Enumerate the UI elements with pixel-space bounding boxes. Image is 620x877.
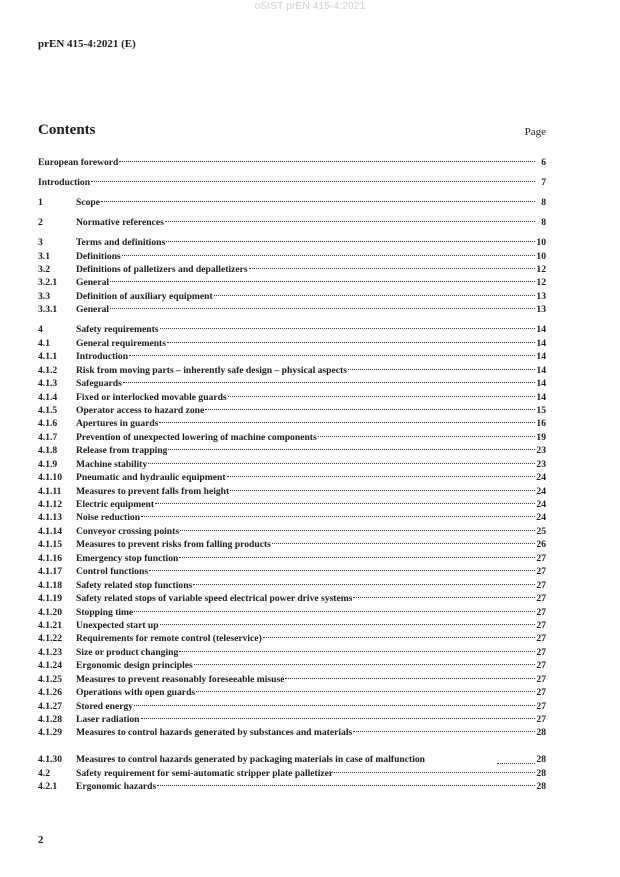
toc-entry[interactable] bbox=[38, 323, 546, 336]
toc-entry-page: 27 bbox=[536, 579, 546, 591]
toc-entry-page: 27 bbox=[536, 606, 546, 618]
toc-entry[interactable] bbox=[38, 767, 546, 780]
toc-entry-title: Electric equipment bbox=[76, 499, 155, 511]
toc-entry[interactable] bbox=[38, 377, 546, 390]
toc-entry-title: Noise reduction bbox=[76, 512, 141, 524]
toc-entry-number: 4.1.19 bbox=[38, 593, 62, 605]
toc-entry-title: Machine stability bbox=[76, 458, 148, 470]
toc-dot-leader bbox=[179, 650, 535, 652]
toc-entry-title: Risk from moving parts – inherently safe design – physical aspects bbox=[76, 364, 347, 376]
toc-entry-title: Measures to prevent reasonably foreseeable misuse bbox=[76, 673, 285, 685]
toc-entry-page: 14 bbox=[536, 351, 546, 363]
toc-entry-number: 4.1.30 bbox=[38, 754, 62, 766]
toc-entry-title: Definitions of palletizers and depalletizers bbox=[76, 264, 248, 275]
toc-entry-title: Ergonomic design principles bbox=[76, 660, 193, 672]
toc-entry[interactable] bbox=[38, 250, 546, 263]
toc-dot-leader bbox=[134, 704, 535, 706]
toc-dot-leader bbox=[168, 448, 535, 450]
toc-entry-number: 4.1.18 bbox=[38, 579, 62, 591]
toc-dot-leader bbox=[148, 462, 535, 464]
toc-entry[interactable] bbox=[38, 632, 546, 645]
toc-entry-number: 4.1.28 bbox=[38, 714, 62, 726]
toc-entry-number: 4.1.6 bbox=[38, 418, 58, 430]
toc-dot-leader bbox=[196, 690, 535, 692]
toc-dot-leader bbox=[180, 529, 535, 531]
toc-dot-leader bbox=[263, 636, 535, 638]
toc-dot-leader bbox=[334, 771, 535, 773]
toc-entry-page: 25 bbox=[536, 525, 546, 537]
toc-entry-number: 4.1.8 bbox=[38, 445, 58, 457]
toc-dot-leader bbox=[166, 240, 535, 242]
toc-dot-leader bbox=[160, 623, 535, 625]
toc-dot-leader bbox=[353, 596, 535, 598]
toc-dot-leader bbox=[230, 489, 535, 491]
toc-entry[interactable] bbox=[38, 431, 546, 444]
toc-entry-number: 4.1.13 bbox=[38, 512, 62, 524]
toc-entry-title: General bbox=[76, 277, 110, 289]
toc-entry-title: Safety related stops of variable speed electrical power drive systems bbox=[76, 593, 353, 605]
toc-dot-leader bbox=[194, 663, 535, 665]
toc-entry-page: 10 bbox=[536, 237, 546, 249]
page-title: Contents bbox=[38, 122, 96, 138]
toc-entry-page: 14 bbox=[536, 391, 546, 403]
toc-entry-number: 4.1.21 bbox=[38, 619, 62, 631]
toc-entry[interactable] bbox=[38, 263, 546, 276]
toc-entry-number: 4.1.27 bbox=[38, 700, 62, 712]
toc-entry-title: Unexpected start up bbox=[76, 619, 159, 631]
toc-dot-leader bbox=[157, 784, 535, 786]
toc-entry-number: 3.3.1 bbox=[38, 304, 58, 316]
toc-entry[interactable] bbox=[38, 458, 546, 471]
toc-entry-number: 3.1 bbox=[38, 250, 50, 262]
toc-entry-number: 4.2.1 bbox=[38, 781, 58, 793]
toc-dot-leader bbox=[193, 583, 535, 585]
toc-entry-page: 14 bbox=[536, 364, 546, 376]
toc-entry-page: 16 bbox=[536, 418, 546, 430]
toc-dot-leader bbox=[122, 254, 535, 256]
toc-entry-title: Size or product changing bbox=[76, 646, 179, 658]
toc-entry-page: 28 bbox=[536, 727, 546, 739]
toc-entry-page: 13 bbox=[536, 290, 546, 302]
toc-dot-leader bbox=[272, 542, 535, 544]
toc-dot-leader bbox=[155, 502, 535, 504]
toc-entry-number: 2 bbox=[38, 217, 43, 229]
toc-entry-page: 27 bbox=[536, 566, 546, 578]
toc-entry[interactable] bbox=[38, 236, 546, 249]
toc-dot-leader bbox=[123, 381, 535, 383]
toc-entry-page: 26 bbox=[536, 539, 546, 551]
toc-entry-title: Emergency stop function bbox=[76, 552, 179, 564]
toc-entry[interactable] bbox=[38, 364, 546, 377]
toc-entry-page: 6 bbox=[541, 157, 546, 168]
table-of-contents bbox=[38, 156, 546, 794]
toc-entry-number: 3.2 bbox=[38, 264, 50, 275]
toc-dot-leader bbox=[497, 762, 535, 764]
toc-entry-title: Requirements for remote control (teleservice) bbox=[76, 633, 262, 645]
toc-entry-title: Safeguards bbox=[76, 378, 122, 390]
toc-entry-title: Apertures in guards bbox=[76, 418, 159, 430]
toc-entry[interactable] bbox=[38, 673, 546, 686]
toc-dot-leader bbox=[167, 341, 535, 343]
toc-entry-number: 4.1.16 bbox=[38, 552, 62, 564]
toc-entry[interactable] bbox=[38, 471, 546, 484]
toc-entry-number: 3.2.1 bbox=[38, 277, 58, 289]
toc-dot-leader bbox=[134, 610, 535, 612]
toc-entry-title: Stored energy bbox=[76, 700, 134, 712]
toc-entry-page: 27 bbox=[536, 673, 546, 685]
toc-entry-page: 12 bbox=[536, 264, 546, 275]
toc-dot-leader bbox=[179, 556, 535, 558]
toc-entry-number: 4.1.26 bbox=[38, 687, 62, 699]
toc-entry-title: Laser radiation bbox=[76, 714, 140, 726]
toc-entry[interactable] bbox=[38, 552, 546, 565]
toc-dot-leader bbox=[353, 730, 535, 732]
toc-entry[interactable] bbox=[38, 740, 546, 767]
toc-entry[interactable] bbox=[38, 713, 546, 726]
toc-entry[interactable] bbox=[38, 579, 546, 592]
toc-entry-title: Conveyor crossing points bbox=[76, 525, 180, 537]
toc-entry-page: 28 bbox=[536, 754, 546, 766]
toc-entry[interactable] bbox=[38, 176, 546, 189]
toc-entry-title: European foreword bbox=[38, 157, 119, 168]
toc-entry-page: 19 bbox=[536, 431, 546, 443]
toc-entry[interactable] bbox=[38, 659, 546, 672]
toc-entry-page: 14 bbox=[536, 337, 546, 349]
toc-dot-leader bbox=[110, 280, 535, 282]
toc-entry[interactable] bbox=[38, 565, 546, 578]
toc-entry[interactable] bbox=[38, 538, 546, 551]
toc-entry-number: 4.1.11 bbox=[38, 485, 62, 497]
toc-dot-leader bbox=[249, 267, 535, 269]
toc-entry-page: 27 bbox=[536, 660, 546, 672]
toc-entry-title: Stopping time bbox=[76, 606, 134, 618]
toc-dot-leader bbox=[160, 327, 535, 329]
toc-dot-leader bbox=[285, 677, 535, 679]
toc-entry-page: 27 bbox=[536, 687, 546, 699]
toc-dot-leader bbox=[227, 475, 535, 477]
toc-entry-number: 4.1.4 bbox=[38, 391, 58, 403]
toc-entry[interactable] bbox=[38, 498, 546, 511]
toc-entry-number: 4.1.3 bbox=[38, 378, 58, 390]
toc-entry[interactable] bbox=[38, 337, 546, 350]
toc-entry[interactable] bbox=[38, 686, 546, 699]
toc-entry-page: 12 bbox=[536, 277, 546, 289]
toc-entry-title: Pneumatic and hydraulic equipment bbox=[76, 472, 226, 484]
toc-entry-page: 27 bbox=[536, 714, 546, 726]
toc-dot-leader bbox=[119, 160, 535, 162]
toc-entry-number: 4.1.20 bbox=[38, 606, 62, 618]
toc-entry[interactable] bbox=[38, 391, 546, 404]
toc-entry-page: 27 bbox=[536, 646, 546, 658]
toc-entry-title: Control functions bbox=[76, 566, 149, 578]
toc-entry[interactable] bbox=[38, 485, 546, 498]
toc-entry[interactable] bbox=[38, 511, 546, 524]
toc-dot-leader bbox=[149, 569, 535, 571]
toc-entry[interactable] bbox=[38, 726, 546, 739]
toc-dot-leader bbox=[318, 435, 535, 437]
toc-entry-page: 24 bbox=[536, 485, 546, 497]
page-column-label: Page bbox=[524, 126, 546, 138]
toc-entry[interactable] bbox=[38, 592, 546, 605]
toc-entry[interactable] bbox=[38, 404, 546, 417]
toc-entry-title: Fixed or interlocked movable guards bbox=[76, 391, 227, 403]
toc-entry-number: 4 bbox=[38, 324, 43, 336]
toc-entry-number: 3.3 bbox=[38, 290, 50, 302]
toc-entry-number: 4.1.5 bbox=[38, 404, 58, 416]
toc-dot-leader bbox=[214, 294, 535, 296]
toc-entry-title: Normative references bbox=[76, 217, 164, 229]
toc-entry[interactable] bbox=[38, 619, 546, 632]
toc-dot-leader bbox=[141, 717, 535, 719]
toc-entry-page: 28 bbox=[536, 781, 546, 793]
toc-entry-title: Definitions bbox=[76, 250, 121, 262]
toc-entry-title: General requirements bbox=[76, 337, 166, 349]
toc-dot-leader bbox=[110, 307, 535, 309]
toc-entry[interactable] bbox=[38, 156, 546, 169]
toc-entry-title: Operations with open guards bbox=[76, 687, 196, 699]
toc-entry-title: Ergonomic hazards bbox=[76, 781, 157, 793]
toc-entry-page: 27 bbox=[536, 700, 546, 712]
toc-entry-title: Prevention of unexpected lowering of machine components bbox=[76, 431, 317, 443]
toc-entry-number: 4.1.7 bbox=[38, 431, 58, 443]
toc-entry-page: 7 bbox=[541, 177, 546, 189]
toc-entry-title: Safety related stop functions bbox=[76, 579, 193, 591]
toc-dot-leader bbox=[348, 368, 535, 370]
toc-entry-page: 8 bbox=[541, 217, 546, 229]
page-number: 2 bbox=[38, 834, 44, 846]
toc-entry[interactable] bbox=[38, 276, 546, 289]
toc-dot-leader bbox=[91, 180, 535, 182]
toc-entry-title: Measures to prevent risks from falling products bbox=[76, 539, 271, 551]
toc-entry-page: 14 bbox=[536, 324, 546, 336]
toc-entry-page: 23 bbox=[536, 445, 546, 457]
toc-entry-page: 10 bbox=[536, 250, 546, 262]
toc-entry-title: Terms and definitions bbox=[76, 237, 166, 249]
toc-entry-number: 4.1.15 bbox=[38, 539, 62, 551]
toc-entry[interactable] bbox=[38, 303, 546, 316]
toc-entry-title: Safety requirements bbox=[76, 324, 159, 336]
watermark: oSIST prEN 415-4:2021 bbox=[254, 1, 366, 12]
toc-entry-page: 24 bbox=[536, 472, 546, 484]
toc-entry-page: 27 bbox=[536, 633, 546, 645]
toc-dot-leader bbox=[228, 395, 535, 397]
toc-entry-number: 4.1.22 bbox=[38, 633, 62, 645]
toc-entry[interactable] bbox=[38, 525, 546, 538]
toc-entry-page: 28 bbox=[536, 767, 546, 779]
toc-entry-page: 23 bbox=[536, 458, 546, 470]
toc-entry-title: Release from trapping bbox=[76, 445, 168, 457]
toc-entry[interactable] bbox=[38, 780, 546, 793]
toc-entry-page: 27 bbox=[536, 593, 546, 605]
toc-entry[interactable] bbox=[38, 606, 546, 619]
toc-entry[interactable] bbox=[38, 646, 546, 659]
toc-entry-number: 4.1.12 bbox=[38, 499, 62, 511]
toc-entry-page: 24 bbox=[536, 512, 546, 524]
toc-entry-page: 8 bbox=[541, 197, 546, 209]
toc-entry-number: 3 bbox=[38, 237, 43, 249]
toc-dot-leader bbox=[101, 200, 535, 202]
toc-entry-title: General bbox=[76, 304, 110, 316]
toc-entry-number: 4.1.17 bbox=[38, 566, 62, 578]
toc-entry-title: Definition of auxiliary equipment bbox=[76, 290, 213, 302]
toc-entry[interactable] bbox=[38, 216, 546, 229]
toc-entry-number: 4.2 bbox=[38, 767, 50, 779]
toc-entry[interactable] bbox=[38, 700, 546, 713]
toc-dot-leader bbox=[159, 421, 535, 423]
toc-entry-page: 27 bbox=[536, 619, 546, 631]
toc-entry-number: 4.1.10 bbox=[38, 472, 62, 484]
toc-entry-title: Introduction bbox=[38, 177, 91, 189]
toc-entry[interactable] bbox=[38, 350, 546, 363]
toc-entry-number: 4.1 bbox=[38, 337, 50, 349]
toc-entry-title: Measures to control hazards generated by substances and materials bbox=[76, 727, 353, 739]
toc-dot-leader bbox=[129, 354, 535, 356]
toc-dot-leader bbox=[141, 515, 535, 517]
toc-dot-leader bbox=[205, 408, 535, 410]
toc-entry-page: 13 bbox=[536, 304, 546, 316]
toc-entry[interactable] bbox=[38, 196, 546, 209]
toc-entry-title: Safety requirement for semi-automatic stripper plate palletizer bbox=[76, 767, 334, 779]
toc-entry-title: Scope bbox=[76, 197, 100, 209]
toc-entry-title: Measures to prevent falls from height bbox=[76, 485, 230, 497]
toc-entry-number: 4.1.14 bbox=[38, 525, 62, 537]
toc-entry-number: 4.1.23 bbox=[38, 646, 62, 658]
toc-entry-title: Operator access to hazard zone bbox=[76, 404, 205, 416]
toc-entry[interactable] bbox=[38, 417, 546, 430]
toc-entry-title: Measures to control hazards generated by packaging materials in case of malfunction bbox=[76, 754, 425, 766]
toc-entry-number: 4.1.25 bbox=[38, 673, 62, 685]
toc-entry-number: 4.1.1 bbox=[38, 351, 58, 363]
toc-entry[interactable] bbox=[38, 290, 546, 303]
toc-entry-number: 1 bbox=[38, 197, 43, 209]
toc-entry-number: 4.1.9 bbox=[38, 458, 58, 470]
toc-entry-page: 15 bbox=[536, 404, 546, 416]
toc-entry-title: Introduction bbox=[76, 351, 129, 363]
toc-entry-page: 27 bbox=[536, 552, 546, 564]
toc-entry-number: 4.1.2 bbox=[38, 364, 58, 376]
toc-entry-page: 14 bbox=[536, 378, 546, 390]
toc-entry-number: 4.1.29 bbox=[38, 727, 62, 739]
toc-entry-number: 4.1.24 bbox=[38, 660, 62, 672]
toc-entry-page: 24 bbox=[536, 499, 546, 511]
toc-dot-leader bbox=[165, 220, 535, 222]
toc-entry[interactable] bbox=[38, 444, 546, 457]
document-id: prEN 415-4:2021 (E) bbox=[38, 38, 136, 50]
